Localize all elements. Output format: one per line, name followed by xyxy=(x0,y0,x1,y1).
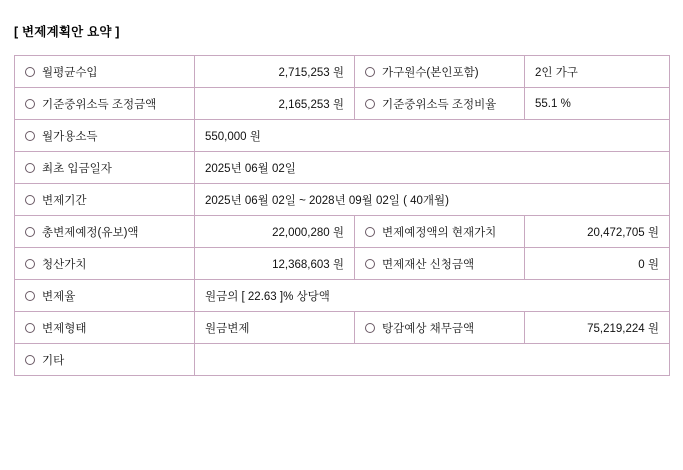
table-row xyxy=(15,88,670,120)
table-row xyxy=(15,280,670,312)
row-value-expected-debt-forgiveness: 75,219,224 원 xyxy=(525,312,670,344)
row-value-median-income-adjusted-amount: 2,165,253 원 xyxy=(195,88,355,120)
row-value-present-value-of-repayment: 20,472,705 원 xyxy=(525,216,670,248)
page-title: [ 변제계획안 요약 ] xyxy=(14,25,120,39)
table-row xyxy=(15,248,670,280)
row-value-etc xyxy=(195,344,670,376)
row-value-monthly-income: 2,715,253 원 xyxy=(195,56,355,88)
row-label-exempt-property-claim: 면제재산 신청금액 xyxy=(355,248,525,280)
row-value-repayment-period: 2025년 06월 02일 ~ 2028년 09월 02일 ( 40개월) xyxy=(195,184,670,216)
circle-bullet-icon xyxy=(25,195,35,205)
circle-bullet-icon xyxy=(365,259,375,269)
row-label-monthly-income: 월평균수입 xyxy=(15,56,195,88)
row-label-etc: 기타 xyxy=(15,344,195,376)
table-row xyxy=(15,120,670,152)
table-row xyxy=(15,152,670,184)
row-label-median-income-adjusted-amount: 기준중위소득 조정금액 xyxy=(15,88,195,120)
row-value-monthly-disposable-income: 550,000 원 xyxy=(195,120,670,152)
row-value-household-size: 2인 가구 xyxy=(525,56,670,88)
circle-bullet-icon xyxy=(25,355,35,365)
row-value-repayment-type: 원금변제 xyxy=(195,312,355,344)
row-value-exempt-property-claim: 0 원 xyxy=(525,248,670,280)
circle-bullet-icon xyxy=(25,323,35,333)
circle-bullet-icon xyxy=(25,227,35,237)
row-value-liquidation-value: 12,368,603 원 xyxy=(195,248,355,280)
row-label-liquidation-value: 청산가치 xyxy=(15,248,195,280)
summary-table-wrapper xyxy=(14,55,669,376)
row-value-median-income-adjusted-ratio: 55.1 % xyxy=(525,88,670,120)
row-label-expected-debt-forgiveness: 탕감예상 채무금액 xyxy=(355,312,525,344)
circle-bullet-icon xyxy=(365,99,375,109)
circle-bullet-icon xyxy=(25,67,35,77)
row-value-first-payment-date: 2025년 06월 02일 xyxy=(195,152,670,184)
circle-bullet-icon xyxy=(25,131,35,141)
row-label-median-income-adjusted-ratio: 기준중위소득 조정비율 xyxy=(355,88,525,120)
row-label-first-payment-date: 최초 입금일자 xyxy=(15,152,195,184)
row-label-monthly-disposable-income: 월가용소득 xyxy=(15,120,195,152)
circle-bullet-icon xyxy=(25,99,35,109)
table-row xyxy=(15,344,670,376)
repayment-plan-summary-table xyxy=(14,55,670,376)
row-label-household-size: 가구원수(본인포함) xyxy=(355,56,525,88)
circle-bullet-icon xyxy=(365,323,375,333)
table-row xyxy=(15,184,670,216)
table-row xyxy=(15,216,670,248)
row-label-repayment-type: 변제형태 xyxy=(15,312,195,344)
circle-bullet-icon xyxy=(25,291,35,301)
circle-bullet-icon xyxy=(25,259,35,269)
table-row xyxy=(15,312,670,344)
row-label-present-value-of-repayment: 변제예정액의 현재가치 xyxy=(355,216,525,248)
circle-bullet-icon xyxy=(365,227,375,237)
row-value-repayment-rate: 원금의 [ 22.63 ]% 상당액 xyxy=(195,280,670,312)
row-label-repayment-period: 변제기간 xyxy=(15,184,195,216)
row-label-total-planned-repayment: 총변제예정(유보)액 xyxy=(15,216,195,248)
row-label-repayment-rate: 변제율 xyxy=(15,280,195,312)
row-value-total-planned-repayment: 22,000,280 원 xyxy=(195,216,355,248)
circle-bullet-icon xyxy=(365,67,375,77)
circle-bullet-icon xyxy=(25,163,35,173)
table-row xyxy=(15,56,670,88)
